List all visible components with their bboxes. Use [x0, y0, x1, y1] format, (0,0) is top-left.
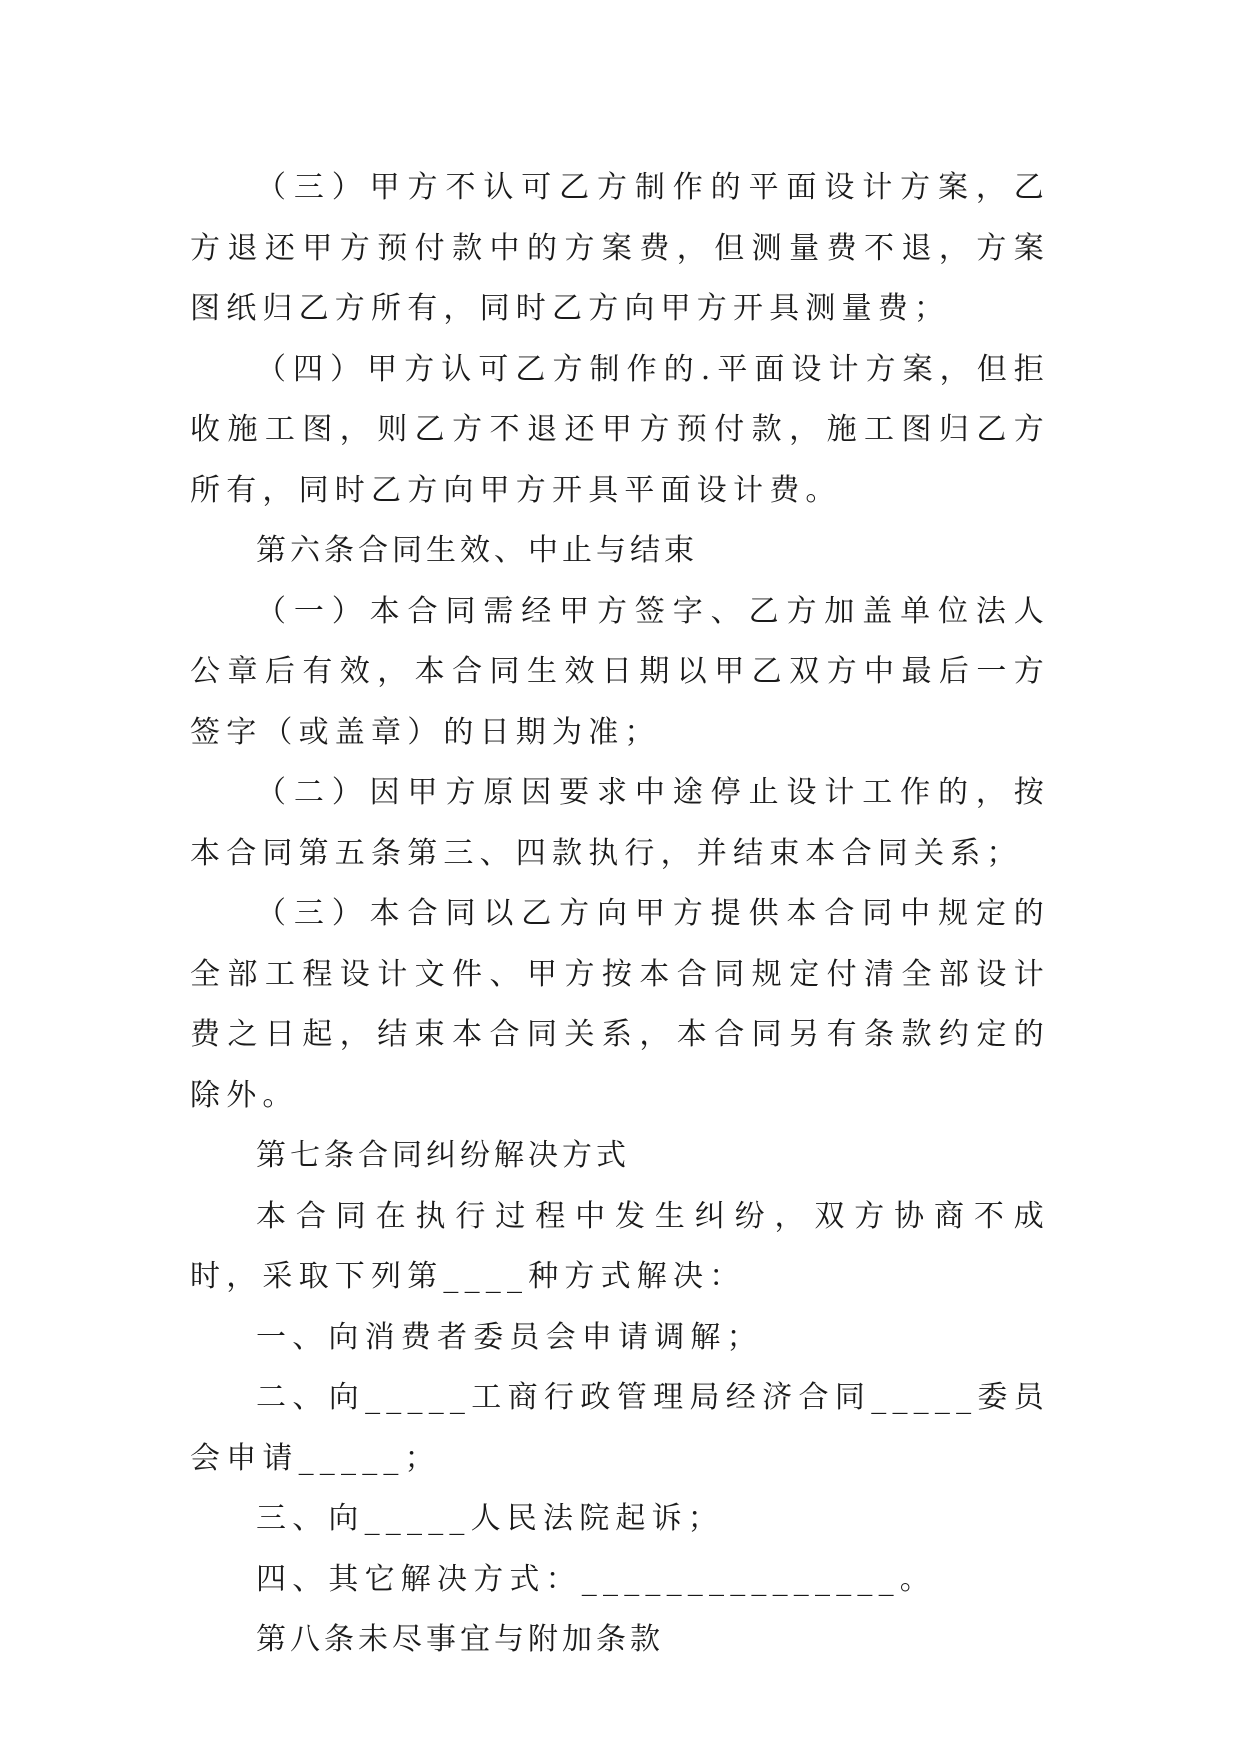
paragraph-dispute-option-4: 四、其它解决方式：_______________。 [256, 1561, 936, 1597]
paragraph-dispute-option-3: 三、向_____人民法院起诉； [256, 1501, 724, 1536]
paragraph-clause-6-2: （二）因甲方原因要求中途停止设计工作的，按本合同第五条第三、四款执行，并结束本合同关系； [190, 775, 1050, 871]
paragraph-clause-6-3: （三）本合同以乙方向甲方提供本合同中规定的全部工程设计文件、甲方按本合同规定付清全部设计费之日起，结束本合同关系，本合同另有条款约定的除外。 [190, 896, 1050, 1113]
section-heading-article-7: 第七条合同纠纷解决方式 [256, 1138, 630, 1173]
paragraph-clause-5-3: （三）甲方不认可乙方制作的平面设计方案，乙方退还甲方预付款中的方案费，但测量费不退，方案图纸归乙方所有，同时乙方向甲方开具测量费； [190, 170, 1050, 326]
section-heading-article-8: 第八条未尽事宜与附加条款 [256, 1622, 664, 1657]
paragraph-dispute-option-2: 二、向_____工商行政管理局经济合同_____委员会申请_____； [190, 1380, 1050, 1476]
document-body [190, 158, 1050, 1671]
paragraph-dispute-intro: 本合同在执行过程中发生纠纷，双方协商不成时，采取下列第____种方式解决： [190, 1198, 1050, 1294]
paragraph-clause-5-4: （四）甲方认可乙方制作的.平面设计方案，但拒收施工图，则乙方不退还甲方预付款，施工图归乙方所有，同时乙方向甲方开具平面设计费。 [190, 351, 1050, 508]
section-heading-article-6: 第六条合同生效、中止与结束 [256, 533, 698, 568]
paragraph-clause-6-1: （一）本合同需经甲方签字、乙方加盖单位法人公章后有效，本合同生效日期以甲乙双方中最后一方签字（或盖章）的日期为准； [190, 593, 1050, 750]
paragraph-dispute-option-1: 一、向消费者委员会申请调解； [256, 1319, 763, 1355]
